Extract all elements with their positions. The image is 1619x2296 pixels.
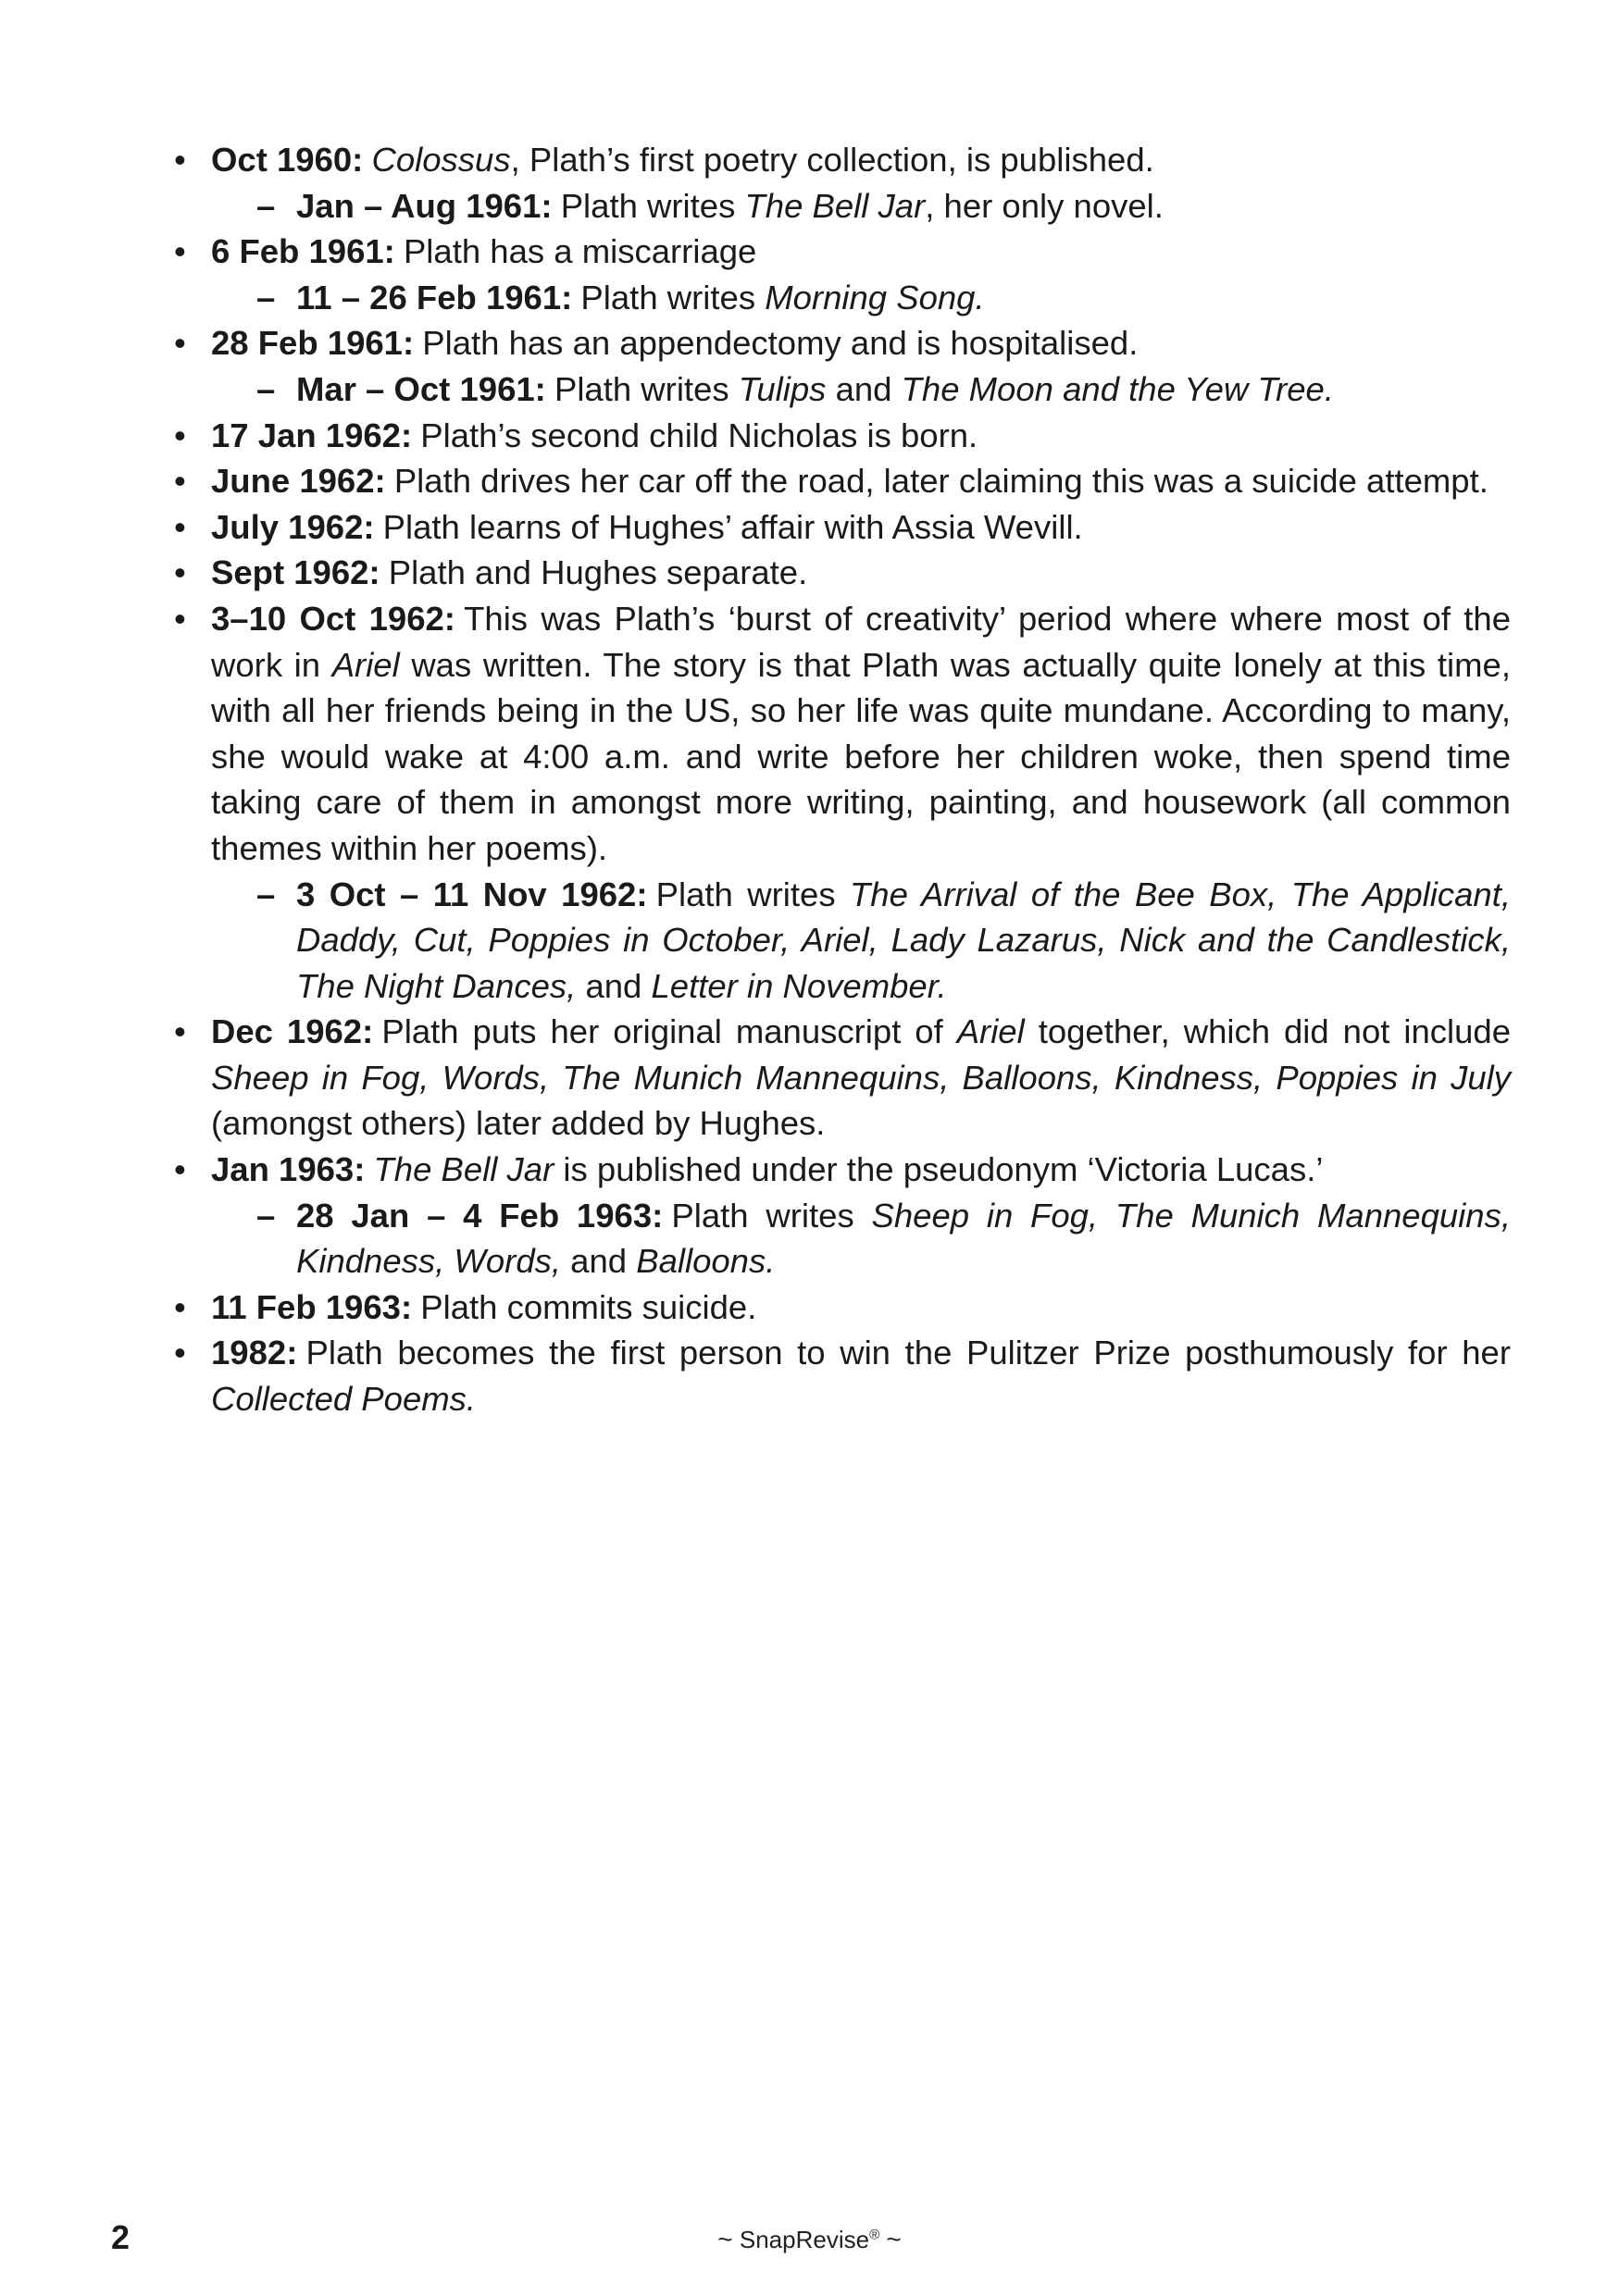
tilde-right: ~	[886, 2225, 902, 2253]
subentry-body	[296, 366, 1511, 413]
work-title: Ariel	[331, 645, 400, 684]
timeline-entry	[168, 458, 1511, 504]
work-title: The Bell Jar	[744, 186, 926, 225]
work-title: Balloons.	[636, 1242, 776, 1281]
timeline-entry	[168, 229, 1511, 320]
entry-body	[211, 596, 1511, 872]
entry-date: 17 Jan 1962:	[211, 416, 413, 454]
entry-text: Plath commits suicide.	[420, 1287, 757, 1326]
entry-text: Plath drives her car off the road, later claiming this was a suicide attempt.	[393, 462, 1488, 501]
subentry-body	[296, 872, 1511, 1010]
entry-date: 3 Oct – 11 Nov 1962:	[296, 875, 648, 913]
timeline-subentry	[211, 872, 1511, 1010]
page-number: 2	[111, 2218, 131, 2256]
timeline-entry	[168, 1147, 1511, 1285]
work-title: Sheep in Fog, Words, The Munich Mannequins, Balloons, Kindness, Poppies in July	[211, 1058, 1511, 1097]
entry-text: together, which did not include	[1024, 1012, 1512, 1051]
entry-text: Plath’s second child Nicholas is born.	[420, 416, 978, 454]
entry-text: and	[561, 1242, 637, 1281]
entry-date: 28 Feb 1961:	[211, 324, 415, 363]
work-title: Sheep in Fog, The Munich Mannequins, Kindness, Words,	[296, 1196, 1511, 1281]
entry-date: Dec 1962:	[211, 1012, 374, 1051]
entry-date: Jan 1963:	[211, 1150, 366, 1189]
entry-text: Plath writes	[580, 278, 766, 316]
timeline-entry	[168, 504, 1511, 551]
entry-body	[211, 504, 1511, 551]
entry-date: 6 Feb 1961:	[211, 232, 395, 271]
timeline-subentry	[211, 1193, 1511, 1285]
entry-text: This was Plath’s ‘burst of creativity’ period where where most of the work in	[211, 599, 1511, 684]
timeline-entry	[168, 596, 1511, 1009]
entry-body	[211, 1147, 1511, 1193]
entry-body	[211, 137, 1511, 183]
work-title: Collected Poems.	[211, 1380, 477, 1419]
entry-text: Plath becomes the first person to win the Pulitzer Prize posthumously for her	[305, 1334, 1511, 1372]
work-title: The Arrival of the Bee Box, The Applicant, Daddy, Cut, Poppies in October, Ariel, Lady Lazarus, Nick and the Candlestick, The Night Dances,	[296, 875, 1511, 1005]
entry-date: Oct 1960:	[211, 141, 364, 179]
tilde-left: ~	[717, 2225, 733, 2253]
work-title: Morning Song.	[765, 278, 985, 316]
entry-body	[211, 1009, 1511, 1147]
timeline-list	[168, 137, 1511, 1422]
sub-list	[211, 183, 1511, 230]
entry-date: 11 Feb 1963:	[211, 1287, 413, 1326]
entry-text: Plath writes	[560, 186, 745, 225]
timeline-entry	[168, 550, 1511, 596]
entry-date: Mar – Oct 1961:	[296, 369, 546, 408]
entry-text: Plath writes	[671, 1196, 872, 1235]
entry-date: July 1962:	[211, 507, 375, 546]
entry-text: Plath puts her original manuscript of	[381, 1012, 957, 1051]
entry-text: (amongst others) later added by Hughes.	[211, 1104, 826, 1143]
entry-text: is published under the pseudonym ‘Victoria Lucas.’	[554, 1150, 1324, 1189]
entry-body	[211, 320, 1511, 366]
entry-date: 11 – 26 Feb 1961:	[296, 278, 573, 316]
entry-date: Jan – Aug 1961:	[296, 186, 553, 225]
timeline-entry	[168, 1009, 1511, 1147]
timeline-entry	[168, 1330, 1511, 1421]
entry-text: Plath learns of Hughes’ affair with Assia Wevill.	[382, 507, 1083, 546]
sub-list	[211, 275, 1511, 321]
subentry-body	[296, 183, 1511, 230]
entry-text: , her only novel.	[925, 186, 1164, 225]
entry-date: Sept 1962:	[211, 553, 380, 592]
work-title: Colossus	[371, 141, 511, 179]
entry-text: Plath has a miscarriage	[403, 232, 757, 271]
entry-body	[211, 550, 1511, 596]
entry-body	[211, 458, 1511, 504]
subentry-body	[296, 275, 1511, 321]
entry-body	[211, 1330, 1511, 1421]
entry-text: and	[576, 966, 652, 1005]
timeline-subentry	[211, 183, 1511, 230]
timeline-entry	[168, 320, 1511, 412]
brand-name: SnapRevise	[739, 2226, 870, 2253]
work-title: Tulips	[738, 369, 827, 408]
work-title: Ariel	[956, 1012, 1025, 1051]
entry-text: Plath has an appendectomy and is hospitalised.	[422, 324, 1139, 363]
subentry-body	[296, 1193, 1511, 1285]
entry-text: Plath writes	[554, 369, 739, 408]
entry-text: Plath and Hughes separate.	[388, 553, 808, 592]
entry-text: and	[826, 369, 902, 408]
work-title: Letter in November.	[651, 966, 947, 1005]
entry-date: June 1962:	[211, 462, 386, 501]
timeline-subentry	[211, 275, 1511, 321]
footer-brand	[0, 2225, 1619, 2254]
entry-text: was written. The story is that Plath was actually quite lonely at this time, with all her friends being in the US, so her life was quite mundane. According to many, she would wake at 4:00 a.m. and write before her children woke, then spend time taking care of them in amongst more writing, painting, and housework (all common themes within her poems).	[211, 645, 1511, 867]
registered-mark: ®	[869, 2227, 880, 2243]
entry-body	[211, 1285, 1511, 1331]
timeline-entry	[168, 413, 1511, 459]
timeline-entry	[168, 137, 1511, 229]
sub-list	[211, 872, 1511, 1010]
entry-date: 1982:	[211, 1334, 298, 1372]
entry-text: , Plath’s first poetry collection, is published.	[510, 141, 1154, 179]
timeline-subentry	[211, 366, 1511, 413]
work-title: The Moon and the Yew Tree.	[901, 369, 1334, 408]
entry-date: 3–10 Oct 1962:	[211, 599, 455, 638]
entry-body	[211, 229, 1511, 275]
sub-list	[211, 1193, 1511, 1285]
entry-date: 28 Jan – 4 Feb 1963:	[296, 1196, 664, 1235]
work-title: The Bell Jar	[373, 1150, 554, 1189]
entry-body	[211, 413, 1511, 459]
entry-text: Plath writes	[655, 875, 850, 913]
timeline-entry	[168, 1285, 1511, 1331]
sub-list	[211, 366, 1511, 413]
